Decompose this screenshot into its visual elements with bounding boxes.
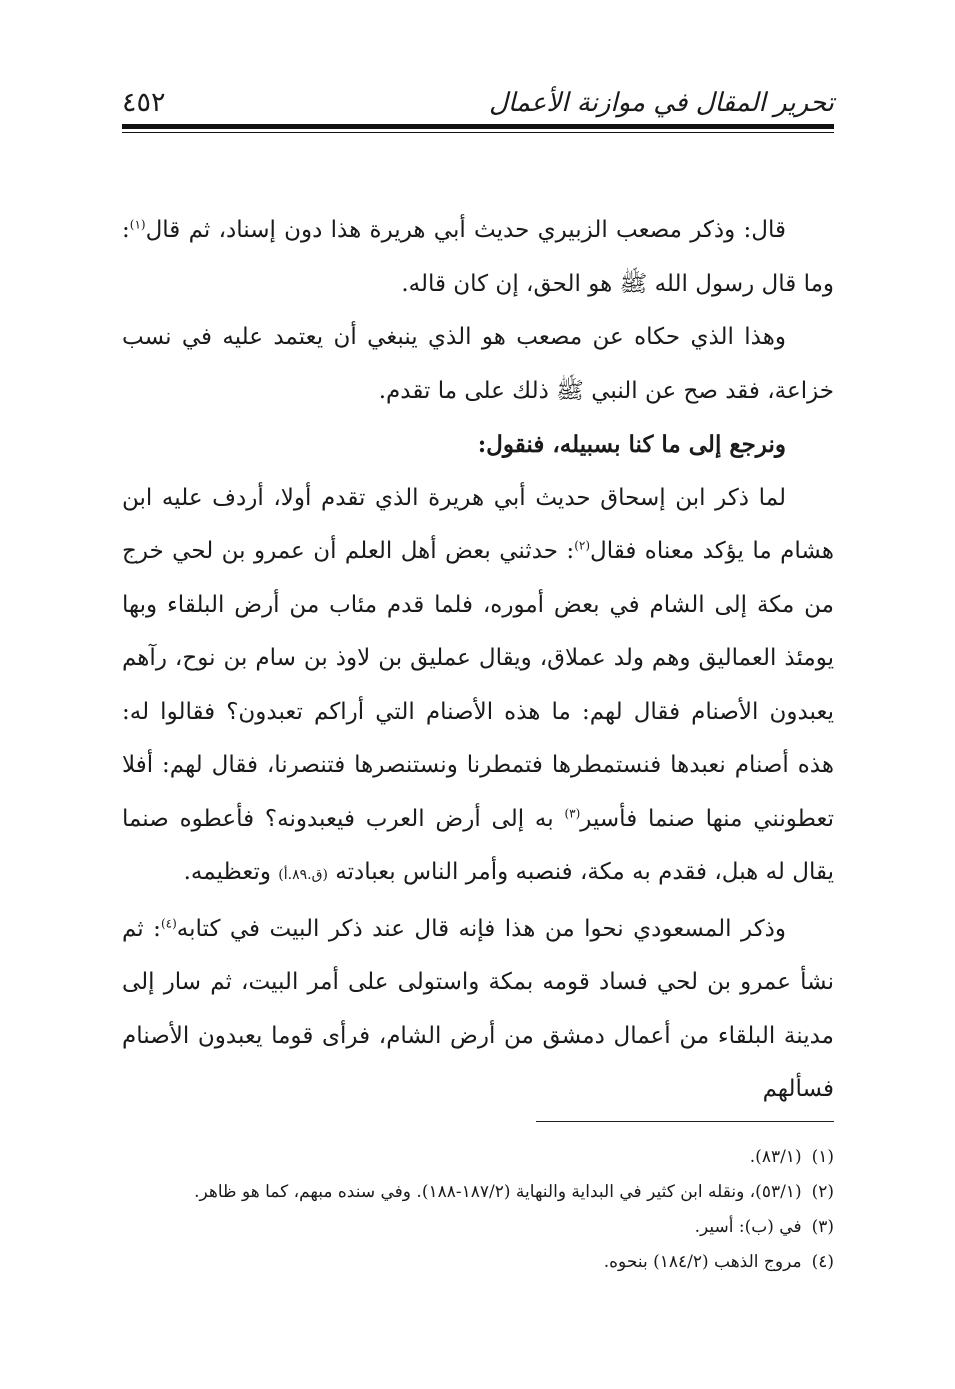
paragraph-4: وذكر المسعودي نحوا من هذا فإنه قال عند ذكر البيت في كتابه$^{(٤)}$: ثم نشأ عمرو بن لحي فساد قومه بمكة واستولى على أمر البيت، ثم سار إلى مدينة البلقاء من أعمال دمشق من أرض الشام، فرأى قوما يعبدون الأصنام فسألهم (122, 915, 834, 1102)
paragraph-2: وهذا الذي حكاه عن مصعب هو الذي ينبغي أن يعتمد عليه في نسب خزاعة، فقد صح عن النبي ﷺ ذلك على ما تقدم. (122, 324, 834, 404)
footnote-ref-1[interactable]: (١) (129, 217, 146, 232)
footnote-ref-3[interactable]: (٣) (564, 805, 581, 820)
header-rule-thick (122, 124, 834, 129)
footnote-ref-2[interactable]: (٢) (574, 538, 591, 553)
footnote-separator (536, 1121, 834, 1122)
manuscript-ref: (ق.٨٩.أ) (278, 867, 328, 883)
footnote-ref-4[interactable]: (٤) (160, 915, 177, 930)
header-rule-thin (122, 132, 834, 133)
running-title: تحرير المقال في موازنة الأعمال (489, 88, 834, 118)
main-text (122, 204, 834, 1117)
page-number: ٤٥٢ (122, 87, 166, 118)
footnote-1: (١)(٨٣/١). (749, 1147, 834, 1167)
footnote-4: (٤)مروج الذهب (١٨٤/٢) بنحوه. (603, 1252, 834, 1272)
footnote-3: (٣)في (ب): أسير. (694, 1217, 834, 1237)
paragraph-1: قال: وذكر مصعب الزبيري حديث أبي هريرة هذا دون إسناد، ثم قال$^{(١)}$: وما قال رسول الله ﷺ هو الحق، إن كان قاله. (122, 217, 834, 297)
footnotes (122, 1140, 834, 1280)
footnote-2: (٢)(٥٣/١)، ونقله ابن كثير في البداية والنهاية (١٨٧/٢-١٨٨). وفي سنده مبهم، كما هو ظاهر. (194, 1182, 834, 1202)
section-heading: ونرجع إلى ما كنا بسبيله، فنقول: (477, 431, 786, 458)
paragraph-3: لما ذكر ابن إسحاق حديث أبي هريرة الذي تقدم أولا، أردف عليه ابن هشام ما يؤكد معناه فقال$^{(٢)}$: حدثني بعض أهل العلم أن عمرو بن لحي خرج من مكة إلى الشام في بعض أموره، فلما قدم مئاب من أرض البلقاء وبها يومئذ العماليق وهم ولد عملاق، ويقال عمليق بن لاوذ بن سام بن نوح، رآهم يعبدون الأصنام فقال لهم: ما هذه الأصنام التي أراكم تعبدون؟ فقالوا له: هذه أصنام نعبدها فنستمطرها فتمطرنا ونستنصرها فتنصرنا، فقال لهم: أفلا تعطونني منها صنما فأسير$^{(٣)}$ به إلى أرض العرب فيعبدونه؟ فأعطوه صنما يقال له هبل، فقدم به مكة، فنصبه وأمر الناس بعبادته (ق.٨٩.أ) وتعظيمه. (122, 484, 834, 885)
